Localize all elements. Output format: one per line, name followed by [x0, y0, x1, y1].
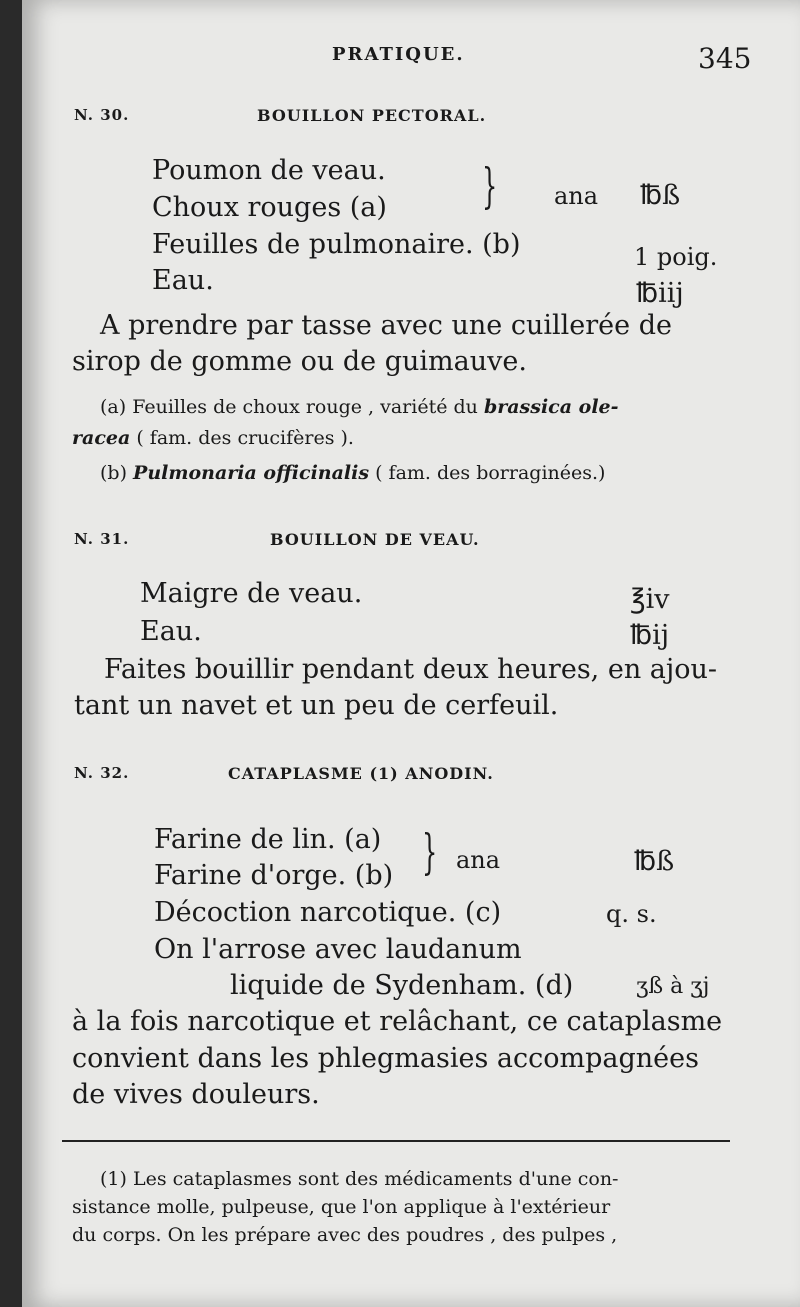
instruction-line: de vives douleurs.	[72, 1079, 320, 1110]
ingredient: On l'arrose avec laudanum	[154, 934, 522, 965]
ingredient: Eau.	[152, 265, 214, 296]
note-a: (a) Feuilles de choux rouge , variété du brassica ole-	[100, 396, 619, 418]
footnote-line: du corps. On les prépare avec des poudres , des pulpes ,	[72, 1224, 618, 1246]
instruction-line: sirop de gomme ou de guimauve.	[72, 346, 527, 377]
note-b: (b) Pulmonaria officinalis ( fam. des borraginées.)	[100, 462, 606, 484]
ingredient: Farine d'orge. (b)	[154, 860, 394, 891]
footnote-line: (1) Les cataplasmes sont des médicaments d'une con-	[100, 1168, 619, 1190]
ana-label: ana	[456, 846, 501, 874]
instruction-line: A prendre par tasse avec une cuillerée de	[100, 310, 672, 341]
instruction-line: tant un navet et un peu de cerfeuil.	[74, 690, 559, 721]
instruction-line: Faites bouillir pendant deux heures, en ajou-	[104, 654, 718, 685]
running-header: PRATIQUE.	[332, 44, 465, 65]
ingredient: Feuilles de pulmonaire. (b)	[152, 229, 521, 260]
quantity: q. s.	[606, 900, 657, 928]
note-a-cont: racea ( fam. des crucifères ).	[72, 427, 354, 449]
ingredient: Maigre de veau.	[140, 578, 363, 609]
book-page	[22, 0, 800, 1307]
section-number: N. 30.	[74, 106, 130, 124]
quantity: ℔ß	[634, 846, 675, 877]
quantity: ℔iij	[636, 278, 684, 309]
quantity: ℔ß	[640, 180, 681, 211]
section-number: N. 31.	[74, 530, 130, 548]
quantity: 1 poig.	[634, 243, 718, 271]
brace-icon: }	[482, 158, 498, 214]
quantity: ℥iv	[630, 584, 670, 615]
quantity: ℔ij	[630, 620, 670, 651]
section-title: BOUILLON PECTORAL.	[257, 106, 487, 125]
footnote-line: sistance molle, pulpeuse, que l'on applique à l'extérieur	[72, 1196, 611, 1218]
section-title: BOUILLON DE VEAU.	[270, 530, 480, 549]
section-number: N. 32.	[74, 764, 130, 782]
ingredient: Eau.	[140, 616, 202, 647]
page-number: 345	[698, 42, 752, 75]
instruction-line: convient dans les phlegmasies accompagnées	[72, 1043, 699, 1074]
section-title: CATAPLASME (1) ANODIN.	[228, 764, 494, 783]
ingredient: Farine de lin. (a)	[154, 824, 382, 855]
ana-label: ana	[554, 182, 599, 210]
footnote-rule	[62, 1140, 730, 1142]
ingredient: Décoction narcotique. (c)	[154, 897, 502, 928]
ingredient: Poumon de veau.	[152, 155, 386, 186]
instruction-line: à la fois narcotique et relâchant, ce cataplasme	[72, 1006, 723, 1037]
quantity: ʒß à ʒj	[636, 974, 710, 999]
ingredient: liquide de Sydenham. (d)	[230, 970, 574, 1001]
ingredient: Choux rouges (a)	[152, 192, 387, 223]
brace-icon: }	[422, 824, 438, 880]
